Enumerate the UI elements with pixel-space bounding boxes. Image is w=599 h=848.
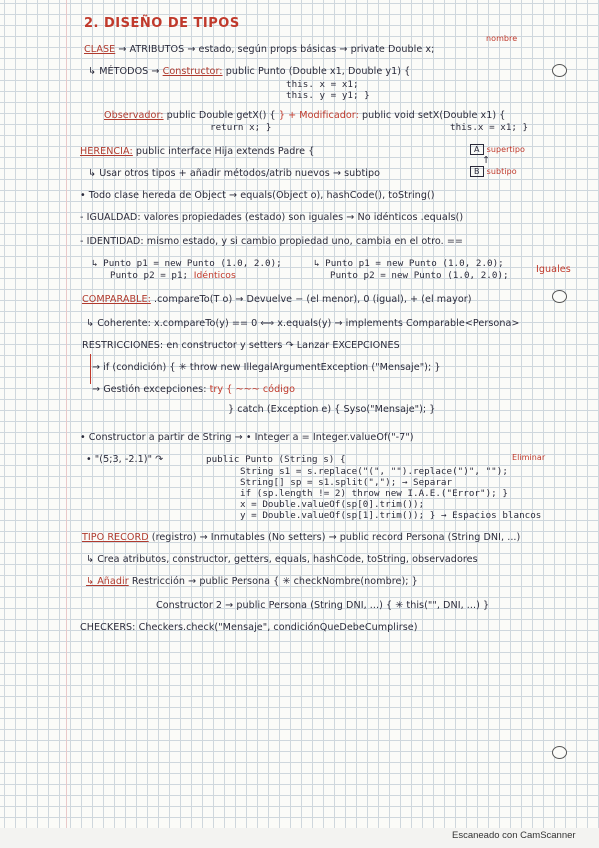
herencia-subtipo-line: ↳ Usar otros tipos + añadir métodos/atrib nuevos → subtipo (88, 168, 381, 179)
metodos-line (88, 66, 410, 77)
herencia-box-a: A supertipo (470, 144, 525, 155)
identidad-line: - IDENTIDAD: mismo estado, y si cambio propiedad uno, cambia en el otro. == (80, 236, 464, 247)
string-ctor-line: • Constructor a partir de String → • Integer a = Integer.valueOf("-7") (80, 432, 414, 443)
modificador-label: } + Modificador: (278, 110, 359, 121)
string-ctor-code-1: public Punto (String s) { (206, 454, 346, 465)
comparable-line (82, 294, 472, 305)
equal-example-2: Punto p2 = new Punto (1.0, 2.0); (330, 270, 509, 281)
eliminar-label: Eliminar (512, 453, 546, 462)
string-ctor-code-4: if (sp.length != 2) throw new I.A.E.("Error"); } (240, 488, 508, 499)
herencia-label: HERENCIA: (80, 146, 133, 157)
scanner-watermark: Escaneado con CamScanner (452, 830, 576, 841)
constructor-body-2: this. y = y1; } (286, 90, 370, 101)
ident-example-2: Punto p2 = p1; Idénticos (110, 270, 236, 281)
comparable-text: .compareTo(T o) → Devuelve − (el menor), 0 (igual), + (el mayor) (153, 294, 472, 305)
restricciones-line (82, 340, 400, 351)
iguales-label: Iguales (536, 264, 571, 275)
ident-example-1: ↳ Punto p1 = new Punto (1.0, 2.0); (92, 258, 282, 269)
checkers-label: CHECKERS: (80, 622, 136, 633)
restricciones-label: RESTRICCIONES: (82, 340, 164, 351)
modificador-code: public void setX(Double x1) { (362, 110, 506, 121)
string-ctor-code-2: String s1 = s.replace("(", "").replace(")", ""); (240, 466, 508, 477)
binder-hole-icon (552, 290, 567, 303)
string-ctor-code-5: x = Double.valueOf(sp[0].trim()); (240, 499, 425, 510)
throw-line: → if (condición) { ✳ throw new IllegalArgumentException ("Mensaje"); } (92, 362, 441, 373)
identicos-label: Idénticos (193, 270, 236, 281)
record-crea-line: ↳ Crea atributos, constructor, getters, equals, hashCode, toString, observadores (86, 554, 478, 565)
metodos-label: ↳ MÉTODOS → (88, 66, 160, 77)
coherente-text: x.compareTo(y) == 0 ⟺ x.equals(y) → implements Comparable<Persona> (153, 318, 520, 329)
checkers-text: Checkers.check("Mensaje", condiciónQueDebeCumplirse) (138, 622, 418, 633)
subtipo-label: subtipo (486, 167, 517, 176)
constructor-label: Constructor: (162, 66, 223, 77)
restricciones-text: en constructor y setters ↷ Lanzar EXCEPCIONES (166, 340, 400, 351)
herencia-box-b: B subtipo (470, 166, 517, 177)
margin-line (66, 0, 67, 828)
herencia-text: public interface Hija extends Padre { (135, 146, 315, 157)
gestion-line (92, 384, 295, 395)
record-text: (registro) → Inmutables (No setters) → public record Persona (String DNI, ...) (151, 532, 521, 543)
record-constructor2-line: Constructor 2 → public Persona (String DNI, ...) { ✳ this("", DNI, ...) } (156, 600, 490, 611)
clase-label: CLASE (84, 44, 116, 55)
record-anadir-line (86, 576, 418, 587)
record-line (82, 532, 520, 543)
igualdad-line: - IGUALDAD: valores propiedades (estado) son iguales → No idénticos .equals() (80, 212, 464, 223)
observador-label: Observador: (104, 110, 164, 121)
constructor-signature: public Punto (Double x1, Double y1) { (225, 66, 411, 77)
binder-hole-icon (552, 746, 567, 759)
gestion-label: → Gestión excepciones: (92, 384, 207, 395)
object-line: • Todo clase hereda de Object → equals(Object o), hashCode(), toString() (80, 190, 435, 201)
checkers-line (80, 622, 418, 633)
equal-example-1: ↳ Punto p1 = new Punto (1.0, 2.0); (314, 258, 504, 269)
try-line: try { ~~~ código (209, 384, 296, 395)
note-nombre: nombre (486, 34, 518, 43)
observador-line (104, 110, 505, 121)
string-ctor-code-3: String[] sp = s1.split(","); → Separar (240, 477, 453, 488)
record-label: TIPO RECORD (82, 532, 149, 543)
constructor-body-1: this. x = x1; (286, 79, 359, 90)
coherente-line (86, 318, 520, 329)
binder-hole-icon (552, 64, 567, 77)
restricciones-bracket (90, 354, 91, 384)
modificador-body: this.x = x1; } (450, 122, 529, 133)
observador-return: return x; } (210, 122, 272, 133)
inheritance-arrow-icon: ↑ (482, 155, 491, 166)
anadir-text: Restricción → public Persona { ✳ checkNombre(nombre); } (131, 576, 418, 587)
herencia-line (80, 146, 314, 157)
supertipo-label: supertipo (486, 145, 525, 154)
comparable-label: COMPARABLE: (82, 294, 151, 305)
anadir-label: ↳ Añadir (86, 576, 129, 587)
observador-code: public Double getX() { (166, 110, 276, 121)
section-title: 2. DISEÑO DE TIPOS (84, 16, 240, 31)
catch-line: } catch (Exception e) { Syso("Mensaje"); } (228, 404, 436, 415)
coherente-label: ↳ Coherente: (86, 318, 151, 329)
string-ctor-example: • "(5;3, -2.1)" ↷ (86, 454, 164, 465)
clase-line (84, 44, 434, 55)
clase-text: → ATRIBUTOS → estado, según props básicas → private Double x; (118, 44, 435, 55)
string-ctor-code-6: y = Double.valueOf(sp[1].trim()); } → Espacios blancos (240, 510, 542, 521)
